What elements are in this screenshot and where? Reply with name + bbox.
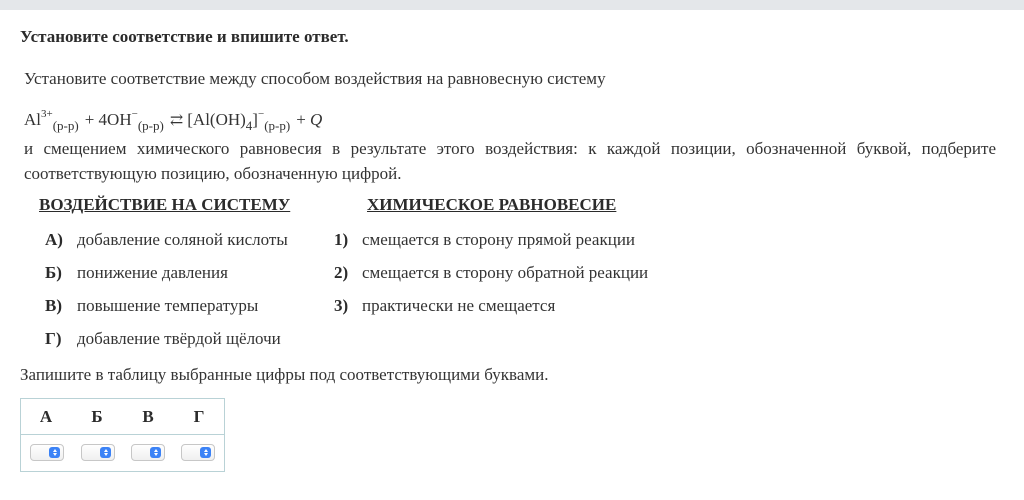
updown-stepper-icon (150, 447, 161, 458)
item-text: понижение давления (77, 263, 228, 282)
task-description: и смещением химического равновесия в результате этого воздействия: к каждой позиции, обозначенной буквой, подберите соответствующую позицию, обозначенную цифрой. (24, 139, 996, 183)
hydroxide: + 4OH (84, 110, 132, 129)
updown-stepper-icon (200, 447, 211, 458)
left-item-b (45, 263, 228, 283)
product-charge: − (257, 108, 265, 120)
item-key: 3) (334, 296, 349, 315)
item-key: В) (45, 296, 62, 315)
answer-header-a: А (39, 407, 53, 426)
right-item-3 (334, 296, 555, 316)
answer-select-v[interactable] (131, 444, 165, 461)
hydroxide-charge: − (131, 108, 138, 120)
updown-stepper-icon (100, 447, 111, 458)
answer-instruction: Запишите в таблицу выбранные цифры под соответствующими буквами. (20, 365, 549, 384)
item-text: смещается в сторону обратной реакции (362, 263, 649, 282)
answer-header-b: Б (91, 407, 103, 426)
item-text: повышение температуры (77, 296, 259, 315)
answer-select-b[interactable] (81, 444, 115, 461)
left-item-a (45, 230, 288, 250)
item-key: Б) (45, 263, 62, 282)
ion1-phase: (р-р) (52, 118, 79, 133)
ion1: Al (24, 110, 41, 129)
product-subscript: 4 (245, 118, 253, 133)
left-item-v (45, 296, 258, 316)
hydroxide-phase: (р-р) (137, 118, 164, 133)
right-column-header: ХИМИЧЕСКОЕ РАВНОВЕСИЕ (367, 195, 617, 214)
item-text: добавление соляной кислоты (77, 230, 288, 249)
right-item-2 (334, 263, 648, 283)
right-item-1 (334, 230, 635, 250)
answer-select-g[interactable] (181, 444, 215, 461)
reaction-equation (24, 108, 322, 134)
left-column-header: ВОЗДЕЙСТВИЕ НА СИСТЕМУ (39, 195, 291, 214)
answer-table-header-row (21, 399, 224, 435)
answer-header-v: В (142, 407, 154, 426)
plus-sign: + (296, 110, 306, 129)
answer-header-g: Г (193, 407, 205, 426)
product-bracket: ] (252, 110, 258, 129)
item-text: добавление твёрдой щёлочи (77, 329, 281, 348)
item-key: Г) (45, 329, 62, 348)
answer-select-a[interactable] (30, 444, 64, 461)
heat-symbol: Q (310, 110, 323, 129)
ion1-charge: 3+ (41, 108, 53, 120)
item-key: 2) (334, 263, 349, 282)
left-item-g (45, 329, 281, 349)
task-heading: Установите соответствие и впишите ответ. (20, 27, 349, 46)
equilibrium-arrow-icon: ⇄ (169, 112, 184, 129)
product: [Al(OH) (187, 110, 246, 129)
item-text: практически не смещается (362, 296, 556, 315)
task-intro: Установите соответствие между способом воздействия на равновесную систему (24, 69, 606, 88)
item-key: 1) (334, 230, 349, 249)
product-phase: (р-р) (264, 118, 291, 133)
top-bar (0, 0, 1024, 10)
updown-stepper-icon (49, 447, 60, 458)
answer-table (20, 398, 225, 472)
item-key: А) (45, 230, 63, 249)
answer-table-select-row (21, 435, 224, 471)
item-text: смещается в сторону прямой реакции (362, 230, 636, 249)
